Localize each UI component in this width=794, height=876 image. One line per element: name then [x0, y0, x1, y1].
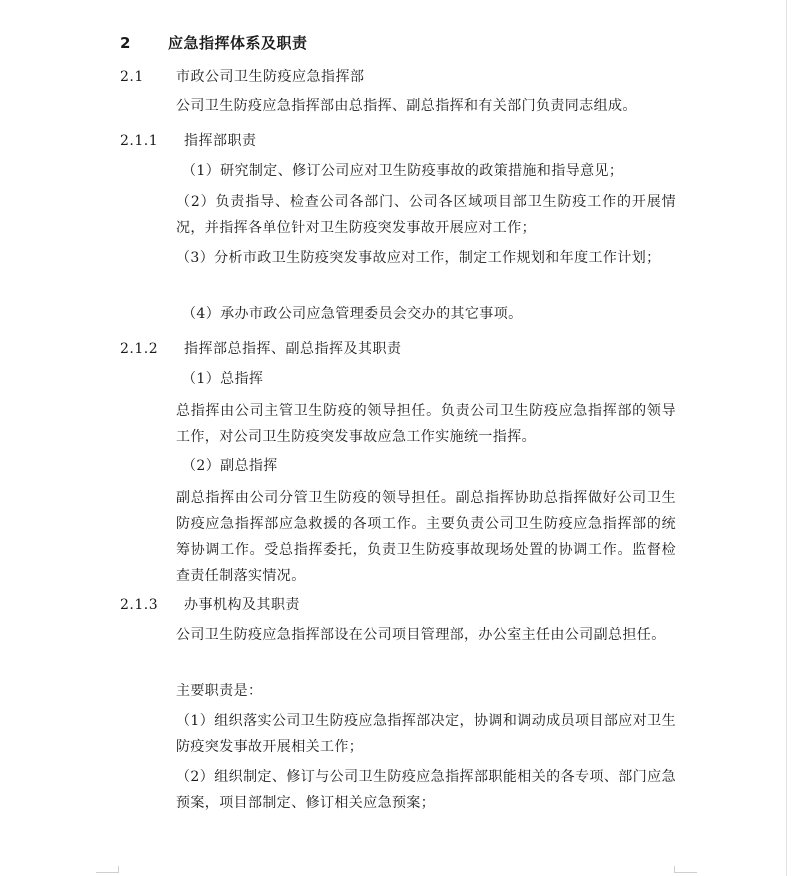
commander-text: 总指挥由公司主管卫生防疫的领导担任。负责公司卫生防疫应急指挥部的领导工作，对公司卫生防疫突发事故应急工作实施统一指挥。 — [176, 403, 676, 445]
office-item-2: （2）组织制定、修订与公司卫生防疫应急指挥部职能相关的各专项、部门应急预案，项目部制定、修订相关应急预案； — [176, 769, 676, 811]
section-number: 2.1 — [120, 69, 144, 85]
heading-section-2-1-2 — [120, 338, 402, 358]
section-number: 2.1.1 — [120, 133, 159, 149]
duty-item-2: （2）负责指导、检查公司各部门、公司各区域项目部卫生防疫工作的开展情况，并指挥各单位针对卫生防疫突发事故开展应对工作； — [176, 194, 676, 236]
section-title: 应急指挥体系及职责 — [168, 34, 308, 52]
heading-section-2-1 — [120, 66, 365, 86]
duty-item-4: （4）承办市政公司应急管理委员会交办的其它事项。 — [182, 306, 523, 322]
section-number: 2 — [120, 34, 131, 52]
office-main-label: 主要职责是： — [176, 683, 263, 699]
crop-mark-left — [96, 866, 119, 873]
crop-mark-right — [674, 866, 697, 873]
section-title: 指挥部职责 — [184, 133, 257, 149]
paragraph-command-composition: 公司卫生防疫应急指挥部由总指挥、副总指挥和有关部门负责同志组成。 — [176, 98, 637, 114]
section-title: 市政公司卫生防疫应急指挥部 — [176, 69, 365, 85]
deputy-label: （2）副总指挥 — [182, 458, 278, 474]
office-intro: 公司卫生防疫应急指挥部设在公司项目管理部，办公室主任由公司副总担任。 — [176, 627, 666, 643]
section-number: 2.1.2 — [120, 341, 159, 357]
duty-item-1: （1）研究制定、修订公司应对卫生防疫事故的政策措施和指导意见； — [182, 163, 624, 179]
page-edge — [786, 0, 787, 876]
section-title: 办事机构及其职责 — [184, 597, 300, 613]
deputy-text: 副总指挥由公司分管卫生防疫的领导担任。副总指挥协助总指挥做好公司卫生 防疫应急指挥部应急救援的各项工作。主要负责公司卫生防疫应急指挥部的统筹协调工作。受总指挥委托，负责卫生防疫事故现场处置的协调工作。监督检查责任制落实情况。 — [176, 490, 676, 584]
commander-label: （1）总指挥 — [182, 371, 264, 387]
duty-item-3: （3）分析市政卫生防疫突发事故应对工作，制定工作规划和年度工作计划； — [176, 250, 661, 266]
heading-section-2-1-1 — [120, 130, 257, 150]
heading-section-2 — [120, 32, 308, 53]
heading-section-2-1-3 — [120, 594, 300, 614]
office-item-1: （1）组织落实公司卫生防疫应急指挥部决定，协调和调动成员项目部应对卫生防疫突发事故开展相关工作； — [176, 713, 676, 755]
section-number: 2.1.3 — [120, 597, 159, 613]
section-title: 指挥部总指挥、副总指挥及其职责 — [184, 341, 402, 357]
